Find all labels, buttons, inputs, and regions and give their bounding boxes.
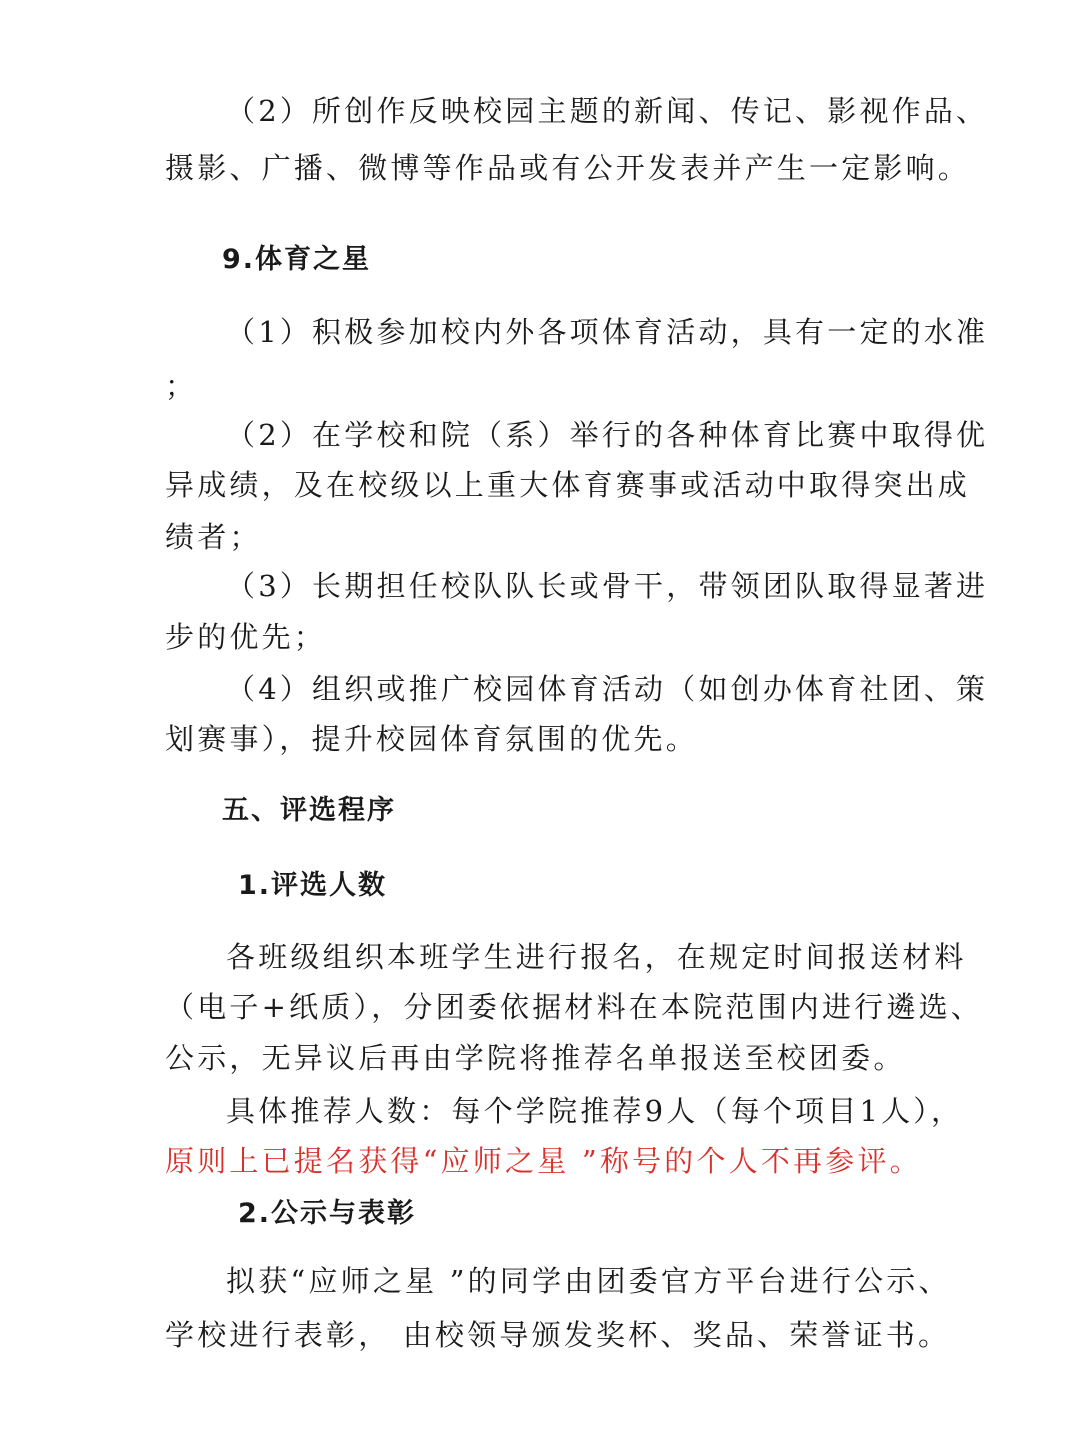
sports-item2-line1: （2）在学校和院（系）举行的各种体育比赛中取得优 (226, 418, 989, 452)
sports-item3-line1: （3）长期担任校队队长或骨干，带领团队取得显著进 (226, 569, 989, 603)
sports-item1-line2: ； (165, 369, 198, 403)
sports-item2-line2: 异成绩，及在校级以上重大体育赛事或活动中取得突出成 (165, 468, 971, 502)
sub2-line1: 拟获“应师之星 ”的同学由团委官方平台进行公示、 (226, 1264, 951, 1298)
sub1-heading: 1.评选人数 (238, 870, 388, 901)
section-5-heading: 五、评选程序 (222, 795, 396, 826)
sub1-line3: 公示，无异议后再由学院将推荐名单报送至校团委。 (165, 1041, 906, 1075)
sports-item2-line3: 绩者； (165, 520, 262, 554)
sports-item3-line2: 步的优先； (165, 620, 327, 654)
sports-item4-line2: 划赛事），提升校园体育氛围的优先。 (165, 722, 698, 756)
sub2-line2: 学校进行表彰， 由校领导颁发奖杯、奖品、荣誉证书。 (165, 1318, 951, 1352)
sports-star-heading: 9.体育之星 (222, 244, 372, 275)
art-item2-line2: 摄影、广播、微博等作品或有公开发表并产生一定影响。 (165, 151, 971, 185)
sports-item4-line1: （4）组织或推广校园体育活动（如创办体育社团、策 (226, 672, 989, 706)
sub1-line1: 各班级组织本班学生进行报名，在规定时间报送材料 (226, 940, 967, 974)
sub1-line5-highlight: 原则上已提名获得“应师之星 ”称号的个人不再参评。 (165, 1144, 922, 1178)
art-item2-line1: （2）所创作反映校园主题的新闻、传记、影视作品、 (226, 94, 989, 128)
sub2-heading: 2.公示与表彰 (238, 1198, 417, 1229)
sports-item1-line1: （1）积极参加校内外各项体育活动，具有一定的水准 (226, 315, 989, 349)
sub1-line4: 具体推荐人数：每个学院推荐9人（每个项目1人）， (226, 1094, 964, 1128)
sub1-line2: （电子+纸质），分团委依据材料在本院范围内进行遴选、 (165, 990, 983, 1024)
